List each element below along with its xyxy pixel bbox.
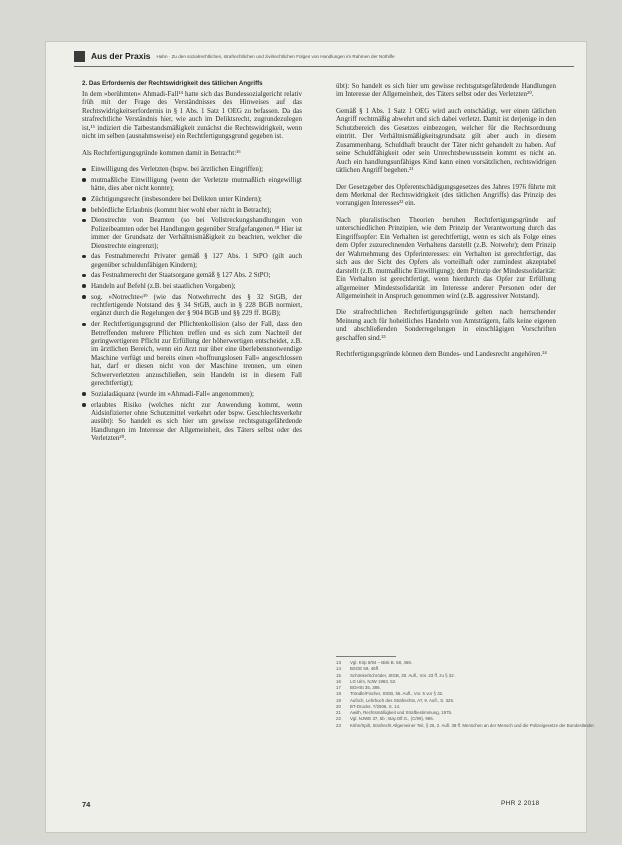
footnote-rule	[336, 656, 396, 657]
footnote-text: Vgl. Kirp 5/94 – Bisk B. 58, 468.	[350, 660, 412, 665]
paragraph: Als Rechtfertigungsgründe kommen damit in Betracht:¹⁶	[82, 148, 241, 157]
list-item: Dienstrechte von Beamten (so bei Vollstreckungshandlungen von Polizeibeamten oder bei Handlungen gegenüber Strafgefangenen.¹⁸ Hier ist immer der Grundsatz der Verhältnismäßigkeit zu beachten, welcher die Dienstrechte eingrenzt);	[82, 216, 302, 250]
list-item: der Rechtfertigungsgrund der Pflichtenkollision (also der Fall, dass den Betreffenden mehrere Pflichten treffen und es sich zum Nachteil der geringwertigeren Pflicht zur Erfüllung der höherwertigen entscheidet, z.B. im ärztlichen Bereich, wenn ein Arzt nur über eine überlebensnotwendige Maschine verfügt und bereits einen »hoffnungslosen Fall« angeschlossen hat, darf er diesen nicht von der Maschine trennen, um einen Schwerverletzten anzuschließen, sein Handeln ist in diesem Fall gerechtfertigt);	[82, 320, 302, 388]
list-item: das Festnahmerecht Privater gemäß § 127 Abs. 1 StPO (gilt auch gegenüber schuldunfähigen Kindern);	[82, 252, 302, 269]
footnote-number: 15	[336, 672, 341, 678]
running-head: Hahn · Zu den sozialrechtlichen, strafrechtlichen und zivilrechtlichen Folgen von Handlungen im Rahmen der Nothilfe	[156, 53, 395, 59]
list-item: behördliche Erlaubnis (kommt hier wohl eher nicht in Betracht);	[82, 206, 302, 214]
page-number: 74	[82, 800, 91, 809]
paragraph: Nach pluralistischen Theorien beruhen Rechtfertigungsgründe auf unterschiedlichen Prinzipien, wie dem Prinzip der Verantwortung durch das Eingriffsopfer: Ein Verhalten ist gerechtfertigt, wenn es sich als Folge eines dem Opfer zuzurechnenden Verhaltens darstellt (z.B. Notwehr); dem Prinzip der Wahrnehmung des Opferinteresses: ein Verhalten ist gerechtfertigt, das sich aus der Sicht des Opfers als vorteilhaft oder zumindest akzeptabel darstellt (z.B. mutmaßliche Einwilligung); dem Prinzip der Mindestsolidarität: Ein Verhalten ist gerechtfertigt, wenn hierdurch das Opfer zur Erfüllung allgemeiner Mindestsolidarität im Interesse anderer Personen oder der Allgemeinheit in Anspruch genommen wird (z.B. aggressiver Notstand).	[336, 215, 556, 300]
footnote-number: 16	[336, 678, 341, 684]
list-item: Sozialadäquanz (wurde im »Ahmadi-Fall« angenommen);	[82, 390, 302, 398]
paragraph: Rechtfertigungsgründe können dem Bundes- und Landesrecht angehören.²⁴	[336, 350, 547, 359]
footnote-number: 19	[336, 697, 341, 703]
footnote	[336, 722, 595, 729]
footnote-text: LG Ulm, NJW 1993, 52.	[350, 678, 397, 684]
footnote-text: Tröndle/Fischer, StGB, 55. Aufl., Vor. 5 vor § 32.	[350, 691, 444, 697]
left-column	[82, 80, 302, 445]
footnote-text: BT-Drucks. 7/2506, S. 14.	[350, 703, 401, 709]
footnote-number: 20	[336, 703, 341, 709]
footnote-number: 23	[336, 722, 341, 728]
footnotes	[336, 660, 595, 729]
section-title: Aus der Praxis	[91, 51, 151, 61]
footnote-text: Awith, Rechtsmäßigkeit und Strafbestimmung, 1975.	[350, 710, 453, 715]
justification-list	[82, 165, 302, 443]
footnote-number: 14	[336, 666, 341, 672]
paragraph: In dem »berühmten« Ahmadi-Fall¹⁴ hatte sich das Bundessozialgericht relativ früh mit der Frage des Verständnisses des Hinweises auf das Rechtswidrigkeitserfordernis in § 1 Abs. 1 Satz 1 OEG zu befassen. Da das strafrechtliche Verständnis hier, wie auch im Deliktsrecht, zugrundezulegen ist,¹⁵ indiziert die Tatbestandsmäßigkeit zunächst die Rechtswidrigkeit, wenn nicht im selben (ausnahmsweise) ein Rechtfertigungsgrund gegeben ist.	[82, 90, 302, 141]
right-column	[336, 82, 556, 367]
section-heading: 2. Das Erfordernis der Rechtswidrigkeit des tätlichen Angriffs	[82, 80, 263, 87]
paragraph: übt): So handelt es sich hier um gewisse rechtsgutsgefährdende Handlungen im Interesse der Allgemeinheit, des Täters selbst oder des Verletzten²⁰.	[336, 82, 556, 99]
paragraph: Die strafrechtlichen Rechtfertigungsgründe gelten nach herrschender Meinung auch für hoheitliches Handeln von Amtsträgern, falls keine eigenen und abschließenden Sonderregelungen in einschlägigen Vorschriften geschaffen sind.²³	[336, 308, 556, 342]
footnote-text: BGHSt 35, 386.	[350, 685, 381, 690]
paragraph: Gemäß § 1 Abs. 1 Satz 1 OEG wird auch entschädigt, wer einen tätlichen Angriff rechtmäßig abwehrt und sich dabei verletzt. Damit ist derjenige in den Schutzbereich des Gesetzes einbezogen, welcher für die Rechtsordnung eintritt. Der Verhältnismäßigkeitsgrundsatz gilt aber auch in diesem Zusammenhang. Schuldhaft braucht der Täter nicht gehandelt zu haben. Auf seine Schuldfähigkeit oder sein Unrechtsbewusstsein kommt es nicht an. Auch ein handlungsunfähiges Kind kann einen vorsätzlichen, rechtswidrigen tätlichen Angriff begehen.²¹	[336, 106, 556, 175]
footnote-number: 13	[336, 660, 341, 665]
footnote-text: Aufsch, Lehrbuch des Strafrechts, AT, 9. Aufl., S. 325.	[350, 697, 455, 703]
paragraph: Der Gesetzgeber des Opferentschädigungsgesetzes des Jahres 1976 führte mit dem Merkmal der Rechtswidrigkeit (des tätlichen Angriffs) das Prinzip des vorrangigen Interesses²² ein.	[336, 182, 556, 208]
list-item: das Festnahmerecht der Staatsorgane gemäß § 127 Abs. 2 StPO;	[82, 271, 302, 279]
footnote-text: Schönke/Schröder, StGB, 30. Aufl., Vor. 23 ff. zu § 32.	[350, 672, 455, 678]
footnote-number: 17	[336, 685, 341, 690]
footnote-number: 18	[336, 691, 341, 697]
document-page	[46, 42, 595, 832]
header-rule	[74, 66, 574, 67]
footnote-number: 21	[336, 710, 341, 715]
list-item: Züchtigungsrecht (insbesondere bei Delikten unter Kindern);	[82, 195, 302, 203]
list-item: sog. »Notrechte«¹⁹ (wie das Notwehrrecht des § 32 StGB, der rechtfertigende Notstand des § 34 StGB, auch in § 228 BGB normiert, ergänzt durch die Regelungen der § 904 BGB und §§ 229 ff. BGB);	[82, 293, 302, 318]
header-marker	[74, 51, 85, 62]
footnote-text: Vgl. NJWE 37, 5b ; Bay.Olf.G., (C/99), 996.	[350, 716, 434, 722]
list-item: Einwilligung des Verletzten (bspw. bei ärztlichen Eingriffen);	[82, 165, 302, 173]
list-item: Handeln auf Befehl (z.B. bei staatlichen Vorgaben);	[82, 282, 302, 290]
list-item: mutmaßliche Einwilligung (wenn der Verletzte mutmaßlich eingewilligt hätte, dies aber nicht konnte);	[82, 176, 302, 193]
footnote-text: Kühn/Spilt, Strafrecht Allgemeiner Teil, § 26, 2. Aufl. 38 ff. Menschen an der Mensch und die Polizeigesetze der Bundesländer.	[350, 722, 595, 728]
page-header	[74, 48, 574, 64]
footnote-text: BSGE 59, 46ff.	[350, 666, 380, 672]
footnote-number: 22	[336, 716, 341, 722]
journal-issue: PHR 2 2018	[501, 800, 540, 807]
list-item: erlaubtes Risiko (welches nicht zur Anwendung kommt, wenn Aidsinfizierter ohne Schutzmittel verkehrt oder bspw. Geschlechtsverkehr ausübt): So handelt es sich hier um gewisse rechtsgutsgefährdende Handlungen im Interesse der Allgemeinheit, des Täters selbst oder des Verletzten²⁰.	[82, 401, 302, 443]
